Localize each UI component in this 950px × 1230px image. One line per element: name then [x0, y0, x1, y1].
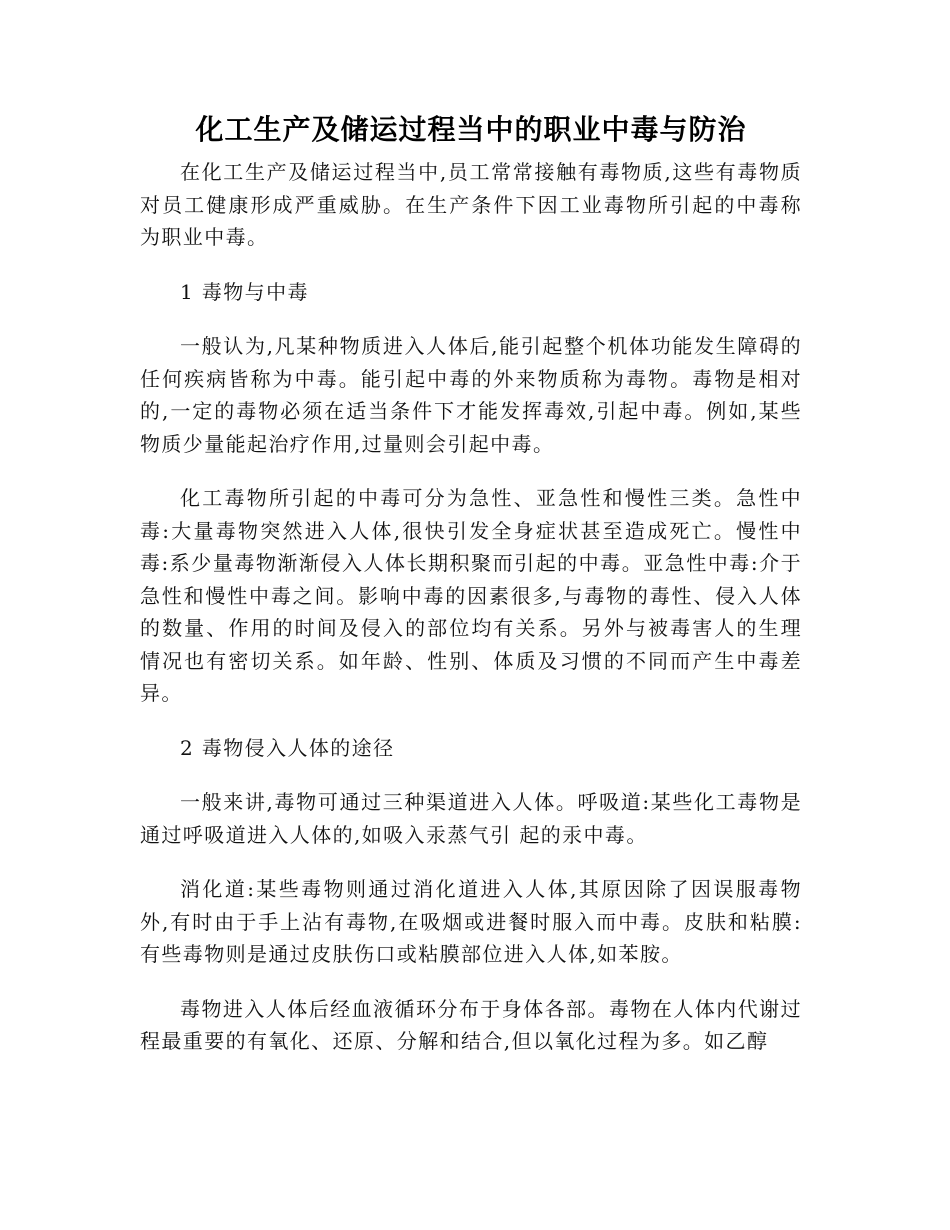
document-title: 化工生产及储运过程当中的职业中毒与防治: [195, 113, 747, 146]
intro-paragraph: 在化工生产及储运过程当中,员工常常接触有毒物质,这些有毒物质对员工健康形成严重威胁。在生产条件下因工业毒物所引起的中毒称为职业中毒。: [140, 160, 802, 249]
section1-paragraph-1: 一般认为,凡某种物质进入人体后,能引起整个机体功能发生障碍的任何疾病皆称为中毒。能引起中毒的外来物质称为毒物。毒物是相对的,一定的毒物必须在适当条件下才能发挥毒效,引起中毒。例如,某些物质少量能起治疗作用,过量则会引起中毒。: [140, 334, 802, 456]
section2-paragraph-1: 一般来讲,毒物可通过三种渠道进入人体。呼吸道:某些化工毒物是通过呼吸道进入人体的,如吸入汞蒸气引 起的汞中毒。: [140, 790, 802, 847]
section2-paragraph-3: 毒物进入人体后经血液循环分布于身体各部。毒物在人体内代谢过程最重要的有氧化、还原、分解和结合,但以氧化过程为多。如乙醇: [140, 996, 802, 1053]
section-heading-1: 1 毒物与中毒: [180, 279, 309, 304]
section-heading-2: 2 毒物侵入人体的途径: [180, 735, 395, 760]
section2-paragraph-2: 消化道:某些毒物则通过消化道进入人体,其原因除了因误服毒物外,有时由于手上沾有毒物,在吸烟或进餐时服入而中毒。皮肤和粘膜:有些毒物则是通过皮肤伤口或粘膜部位进入人体,如苯胺。: [140, 877, 802, 966]
section1-paragraph-2: 化工毒物所引起的中毒可分为急性、亚急性和慢性三类。急性中毒:大量毒物突然进入人体,很快引发全身症状甚至造成死亡。慢性中毒:系少量毒物渐渐侵入人体长期积聚而引起的中毒。亚急性中毒:介于急性和慢性中毒之间。影响中毒的因素很多,与毒物的毒性、侵入人体的数量、作用的时间及侵入的部位均有关系。另外与被毒害人的生理情况也有密切关系。如年龄、性别、体质及习惯的不同而产生中毒差异。: [140, 486, 802, 705]
document-page: [140, 108, 802, 1080]
